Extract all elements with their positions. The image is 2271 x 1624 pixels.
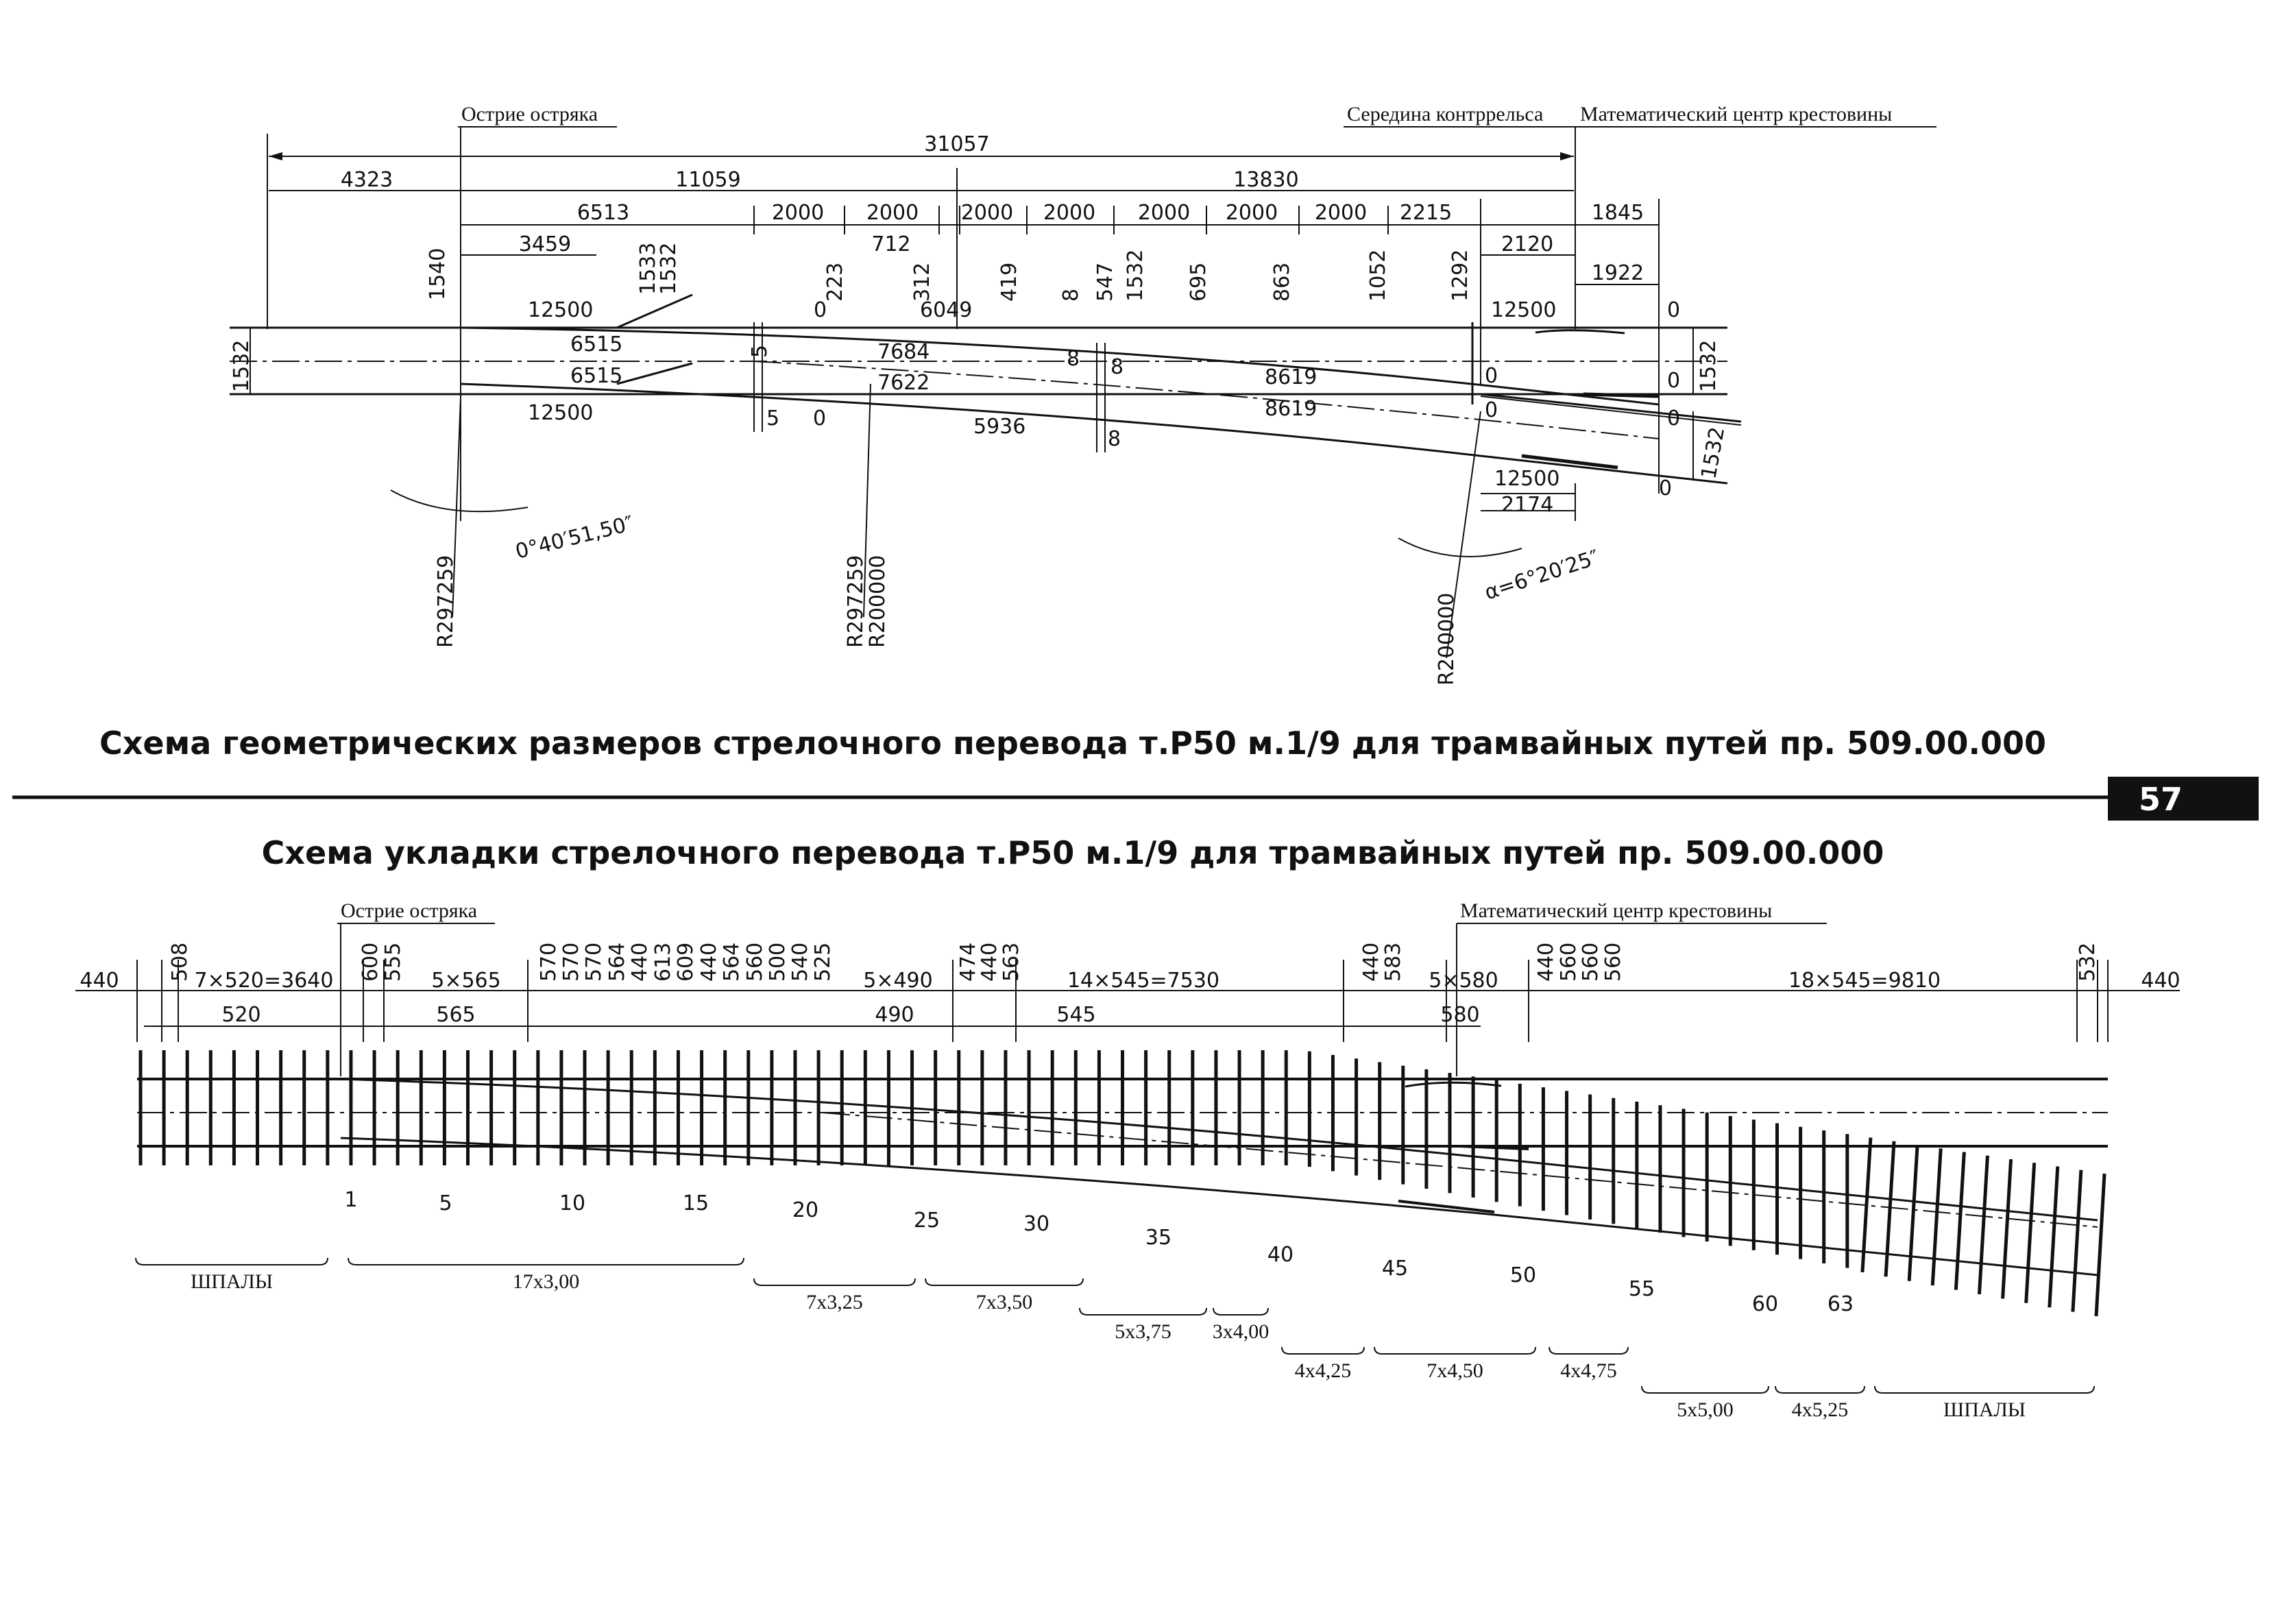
spacing-label: 440 (1359, 942, 1383, 982)
t-8619-b: 8619 (1265, 397, 1317, 421)
group-label: 4х4,25 (1294, 1359, 1352, 1382)
t-2174: 2174 (1501, 493, 1554, 517)
t-12500-a: 12500 (528, 298, 594, 322)
group-label: 7х3,50 (975, 1291, 1033, 1313)
group-bracket (1213, 1308, 1268, 1315)
dim-11059: 11059 (675, 168, 741, 192)
dim-6513: 6513 (576, 201, 630, 225)
dim-2000-e: 2000 (1137, 201, 1191, 225)
sleeper-number: 15 (682, 1191, 709, 1215)
t-1532-gauge-left: 1532 (230, 339, 254, 392)
group-bracket (348, 1258, 744, 1265)
group-label: 5х3,75 (1115, 1320, 1171, 1343)
spacing-label: 7×520=3640 (194, 969, 334, 993)
spacing-label: 600 (359, 942, 382, 982)
label-point: Острие остряка (461, 103, 598, 125)
dim-total: 31057 (924, 132, 990, 156)
t-1532-gauge-branch: 1532 (1697, 425, 1730, 481)
sleeper-number: 10 (559, 1191, 586, 1215)
sleeper-number: 45 (1381, 1257, 1409, 1281)
spacing-label: 560 (1557, 942, 1581, 982)
sleeper (2096, 1174, 2104, 1316)
radius-3: R200000 (866, 555, 890, 648)
angle-frog: α=6°20′25″ (1481, 545, 1603, 605)
label-guard-mid: Середина контррельса (1347, 103, 1544, 125)
group-bracket (1875, 1386, 2094, 1393)
sleeper-number: 63 (1827, 1292, 1854, 1316)
group-bracket (925, 1278, 1083, 1285)
group-bracket (136, 1258, 328, 1265)
t-8-b: 8 (1110, 355, 1124, 379)
t-0-g: 0 (1659, 476, 1673, 500)
spacing-label: 525 (811, 942, 835, 982)
sleeper-number: 30 (1023, 1212, 1050, 1236)
ordinate-label: 8 (1059, 288, 1083, 302)
ordinate-label: 1052 (1366, 249, 1390, 302)
t-0-e: 0 (1485, 398, 1498, 422)
ordinate-label: 1540 (426, 247, 450, 300)
dim-712: 712 (871, 232, 911, 256)
group-label: ШПАЛЫ (190, 1270, 274, 1293)
t-12500-d: 12500 (1494, 467, 1560, 491)
sleeper-number: 1 (344, 1188, 358, 1212)
group-label: 17х3,00 (512, 1270, 580, 1293)
spacing-label: 440 (628, 942, 652, 982)
spacing-label: 500 (766, 942, 790, 982)
t-8-a: 8 (1067, 347, 1080, 371)
spacing-label: 570 (559, 942, 583, 982)
sleeper (2003, 1159, 2011, 1298)
dim-2000-g: 2000 (1314, 201, 1368, 225)
spacing-label: 532 (2076, 942, 2100, 982)
ordinate-label: 312 (910, 262, 934, 302)
spacing-label: 14×545=7530 (1067, 969, 1220, 993)
spacing-label: 440 (977, 942, 1001, 982)
spacing-label: 570 (582, 942, 606, 982)
t-7622: 7622 (877, 371, 930, 395)
spacing-label: 555 (381, 942, 405, 982)
sleeper (1956, 1152, 1964, 1290)
sub-spacing-label: 520 (221, 1003, 261, 1027)
bottom-caption: Схема укладки стрелочного перевода т.Р50 м.1/9 для трамвайных путей пр. 509.00.000 (261, 834, 1884, 871)
sleeper-number: 60 (1751, 1292, 1779, 1316)
sub-spacing-label: 580 (1440, 1003, 1480, 1027)
t-12500-c: 12500 (1491, 298, 1557, 322)
spacing-label: 613 (651, 942, 675, 982)
t-0-h: 0 (813, 407, 827, 431)
group-bracket (1775, 1386, 1865, 1393)
group-bracket (1080, 1308, 1206, 1315)
spacing-label: 564 (720, 942, 744, 982)
t-5-a: 5 (766, 407, 780, 431)
sleeper-number: 35 (1145, 1226, 1172, 1250)
spacing-label: 609 (674, 942, 698, 982)
spacing-label: 560 (1579, 942, 1603, 982)
t-8619-a: 8619 (1265, 365, 1317, 389)
radius-2: R297259 (844, 555, 868, 648)
sleeper-number: 5 (439, 1191, 452, 1215)
spacing-label: 440 (2141, 969, 2181, 993)
group-label: ШПАЛЫ (1943, 1398, 2026, 1421)
group-bracket (1549, 1347, 1628, 1354)
group-label: 4х4,75 (1560, 1359, 1617, 1382)
t-0-a: 0 (814, 298, 827, 322)
ordinate-label: 419 (997, 262, 1021, 302)
radius-4: R200000 (1435, 592, 1459, 686)
ordinate-label: 1532 (657, 242, 681, 295)
group-label: 4х5,25 (1791, 1398, 1849, 1421)
ordinate-label: 1533 (636, 242, 660, 295)
dim-13830: 13830 (1233, 168, 1299, 192)
sleeper (2026, 1163, 2035, 1303)
group-label: 7х3,25 (806, 1291, 863, 1313)
ordinate-label: 863 (1270, 262, 1294, 302)
dim-1845: 1845 (1591, 201, 1644, 225)
top-caption: Схема геометрических размеров стрелочного перевода т.Р50 м.1/9 для трамвайных путей пр. 509.00.000 (99, 725, 2046, 762)
sleeper (1886, 1141, 1894, 1277)
layout-diagram (75, 899, 2181, 1421)
ordinate-label: 1292 (1448, 249, 1472, 302)
sleeper-number: 20 (792, 1198, 819, 1222)
t-1532-gauge-right: 1532 (1697, 339, 1721, 392)
spacing-label: 440 (80, 969, 119, 993)
dim-2000-d: 2000 (1043, 201, 1096, 225)
t-6049: 6049 (920, 298, 973, 322)
spacing-label: 563 (999, 942, 1023, 982)
dim-2215: 2215 (1399, 201, 1453, 225)
sub-spacing-label: 545 (1056, 1003, 1096, 1027)
sleeper (2073, 1170, 2081, 1312)
spacing-label: 583 (1381, 942, 1405, 982)
angle-point: 0°40′51,50″ (513, 511, 636, 564)
spacing-label: 440 (697, 942, 721, 982)
geometry-diagram (230, 103, 1936, 658)
spacing-label: 5×565 (431, 969, 501, 993)
sleeper-number: 50 (1509, 1263, 1537, 1287)
t-6515-a: 6515 (570, 332, 623, 356)
group-bracket (1642, 1386, 1769, 1393)
spacing-label: 474 (956, 942, 980, 982)
t-0-d: 0 (1485, 364, 1498, 388)
spacing-label: 564 (605, 942, 629, 982)
spacing-label: 540 (788, 942, 812, 982)
t-5936: 5936 (973, 415, 1026, 439)
sleeper (1909, 1145, 1917, 1281)
spacing-label: 18×545=9810 (1788, 969, 1941, 993)
spacing-label: 560 (743, 942, 767, 982)
dim-2000-f: 2000 (1225, 201, 1278, 225)
label-frog-center-2: Математический центр крестовины (1460, 899, 1773, 922)
label-point-2: Острие остряка (341, 899, 478, 922)
t-7684: 7684 (877, 340, 930, 364)
t-0-c: 0 (1667, 369, 1681, 393)
spacing-label: 508 (168, 942, 192, 982)
t-12500-b: 12500 (528, 401, 594, 425)
dim-2000-b: 2000 (866, 201, 919, 225)
spacing-label: 560 (1601, 942, 1625, 982)
group-label: 3х4,00 (1212, 1320, 1270, 1343)
spacing-label: 570 (537, 942, 561, 982)
t-0-f: 0 (1667, 407, 1681, 431)
group-bracket (1374, 1347, 1535, 1354)
t-8-c: 8 (1108, 427, 1121, 451)
radius-1: R297259 (434, 555, 458, 648)
dim-2000-c: 2000 (960, 201, 1014, 225)
sleeper (2050, 1167, 2058, 1308)
page-number: 57 (2139, 781, 2183, 818)
dim-2000-a: 2000 (771, 201, 825, 225)
dim-3459: 3459 (518, 232, 572, 256)
sub-spacing-label: 490 (875, 1003, 914, 1027)
spacing-label: 5×490 (863, 969, 933, 993)
t-5-b: 5 (748, 344, 772, 358)
sleeper-number: 25 (913, 1209, 940, 1233)
sleeper (1932, 1148, 1941, 1285)
spacing-label: 5×580 (1429, 969, 1498, 993)
group-bracket (754, 1278, 915, 1285)
sub-spacing-label: 565 (436, 1003, 476, 1027)
t-6515-b: 6515 (570, 364, 623, 388)
dim-1922: 1922 (1591, 261, 1644, 285)
ordinate-label: 547 (1093, 262, 1117, 302)
dim-2120: 2120 (1501, 232, 1554, 256)
sleeper-number: 55 (1628, 1277, 1655, 1301)
ordinate-label: 1532 (1124, 249, 1147, 302)
ordinate-label: 223 (823, 262, 847, 302)
page-number-tab (2108, 777, 2259, 821)
dim-4323: 4323 (340, 168, 393, 192)
group-label: 5х5,00 (1677, 1398, 1734, 1421)
ordinate-label: 695 (1187, 262, 1211, 302)
label-frog-center: Математический центр крестовины (1580, 103, 1893, 125)
spacing-label: 440 (1534, 942, 1558, 982)
group-label: 7х4,50 (1426, 1359, 1483, 1382)
sleeper (1979, 1156, 1987, 1294)
group-bracket (1282, 1347, 1364, 1354)
sleeper-number: 40 (1267, 1243, 1294, 1267)
t-0-b: 0 (1667, 298, 1681, 322)
